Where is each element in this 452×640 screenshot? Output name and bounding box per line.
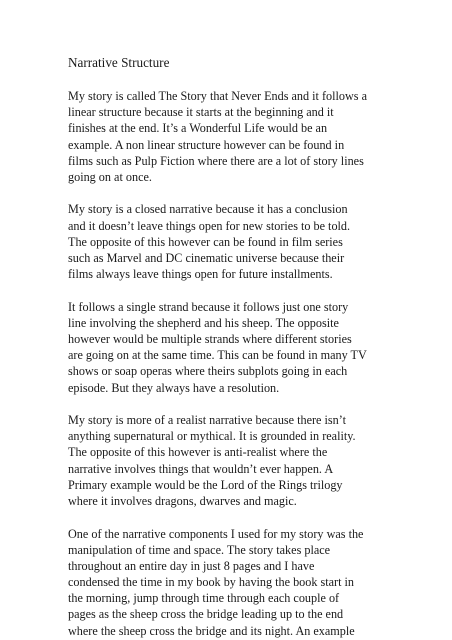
text-line: throughout an entire day in just 8 pages and I have [68, 558, 315, 573]
text-line: shows or soap operas where theirs subplots going in each [68, 364, 348, 379]
text-line: films always leave things open for future installments. [68, 267, 333, 282]
paragraph-single-strand [68, 299, 386, 396]
text-line: episode. But they always have a resolution. [68, 380, 280, 395]
text-line: condensed the time in my book by having the book start in [68, 575, 355, 590]
paragraph-closed-narrative [68, 201, 386, 282]
text-line: where the sheep cross the bridge and its night. An example [68, 623, 355, 638]
text-line: linear structure because it starts at the beginning and it [68, 105, 334, 120]
text-line: narrative involves things that wouldn’t ever happen. A [68, 461, 334, 476]
text-line: example. A non linear structure however can be found in [68, 137, 345, 152]
paragraph-time-and-space [68, 526, 386, 639]
text-line: where it involves dragons, dwarves and magic. [68, 494, 297, 509]
text-line: line involving the shepherd and his sheep. The opposite [68, 315, 339, 330]
paragraph-realist-narrative [68, 412, 386, 509]
text-line: pages as the sheep cross the bridge leading up to the end [68, 607, 344, 622]
text-line: the morning, jump through time through each couple of [68, 591, 340, 606]
text-line: such as Marvel and DC cinematic universe because their [68, 250, 345, 265]
text-line: Primary example would be the Lord of the Rings trilogy [68, 477, 343, 492]
text-line: The opposite of this however can be found in film series [68, 234, 343, 249]
text-line: however would be multiple strands where different stories [68, 332, 352, 347]
text-line: are going on at the same time. This can be found in many TV [68, 348, 367, 363]
text-line: anything supernatural or mythical. It is grounded in reality. [68, 429, 356, 444]
text-line: manipulation of time and space. The story takes place [68, 542, 331, 557]
paragraph-linear-structure [68, 88, 386, 185]
text-line: and it doesn’t leave things open for new stories to be told. [68, 218, 351, 233]
text-line: It follows a single strand because it follows just one story [68, 299, 349, 314]
text-line: My story is a closed narrative because it has a conclusion [68, 202, 348, 217]
text-line: films such as Pulp Fiction where there are a lot of story lines [68, 153, 364, 168]
text-line: The opposite of this however is anti-realist where the [68, 445, 328, 460]
text-line: going on at once. [68, 169, 152, 184]
text-line: finishes at the end. It’s a Wonderful Life would be an [68, 121, 328, 136]
page-title: Narrative Structure [68, 55, 170, 70]
text-line: My story is called The Story that Never Ends and it follows a [68, 89, 367, 103]
text-line: My story is more of a realist narrative because there isn’t [68, 413, 346, 428]
text-line: One of the narrative components I used for my story was the [68, 526, 364, 541]
